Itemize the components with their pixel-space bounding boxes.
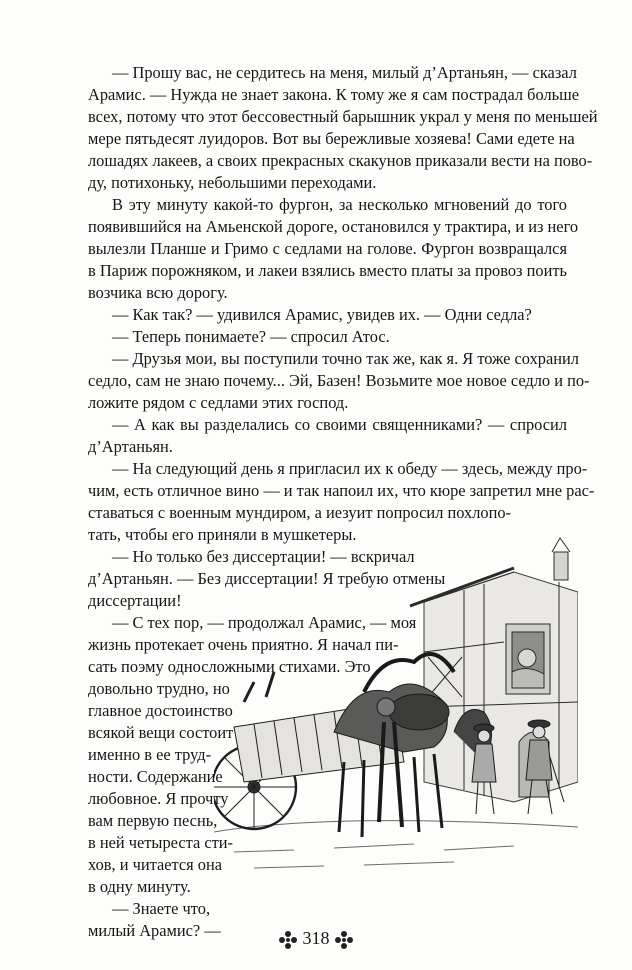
text-line: жизнь протекает очень приятно. Я начал пи- bbox=[88, 635, 399, 654]
ornament-left-icon bbox=[278, 930, 298, 950]
text-line: диссертации! bbox=[88, 591, 182, 610]
text-line: — Как так? — удивился Арамис, увидев их. — Одни седла? bbox=[112, 305, 532, 324]
text-line: — А как вы разделались со своими священниками? — спросил bbox=[112, 415, 567, 434]
text-line: — На следующий день я пригласил их к обеду — здесь, между про- bbox=[112, 459, 588, 478]
text-line: лошадях лакеев, а своих прекрасных скакунов приказали вести на пово- bbox=[88, 151, 593, 170]
text-line: — Знаете что, bbox=[112, 899, 211, 918]
text-line: ности. Содержание bbox=[88, 767, 223, 786]
text-line: появившийся на Амьенской дороге, остановился у трактира, и из него bbox=[88, 217, 579, 236]
text-line: — Друзья мои, вы поступили точно так же, как я. Я тоже сохранил bbox=[112, 349, 579, 368]
text-line: — Прошу вас, не сердитесь на меня, милый д’Артаньян, — сказал bbox=[112, 63, 577, 82]
text-line: седло, сам не знаю почему... Эй, Базен! Возьмите мое новое седло и по- bbox=[88, 371, 590, 390]
text-line: — Но только без диссертации! — вскричал bbox=[112, 547, 415, 566]
text-line: мере пятьдесят луидоров. Вот вы бережливые хозяева! Сами едете на bbox=[88, 129, 575, 148]
text-line: В эту минуту какой-то фургон, за несколько мгновений до того bbox=[112, 195, 567, 214]
text-line: д’Артаньян. — Без диссертации! Я требую отмены bbox=[88, 569, 446, 588]
page-number-text: 318 bbox=[302, 928, 330, 948]
text-line: именно в ее труд- bbox=[88, 745, 212, 764]
text-line: в одну минуту. bbox=[88, 877, 191, 896]
text-line: милый Арамис? — bbox=[88, 921, 221, 940]
text-line: сать поэму односложными стихами. Это bbox=[88, 657, 371, 676]
text-line: вам первую песнь, bbox=[88, 811, 218, 830]
text-line: чим, есть отличное вино — и так напоил их, что кюре запретил мне рас- bbox=[88, 481, 595, 500]
text-line: ложите рядом с седлами этих господ. bbox=[88, 393, 349, 412]
text-line: в ней четыреста сти- bbox=[88, 833, 234, 852]
text-line: д’Артаньян. bbox=[88, 437, 173, 456]
text-line: вылезли Планше и Гримо с седлами на голове. Фургон возвращался bbox=[88, 239, 567, 258]
text-line: Арамис. — Нужда не знает закона. К тому же я сам пострадал больше bbox=[88, 85, 580, 104]
text-line: — Теперь понимаете? — спросил Атос. bbox=[112, 327, 390, 346]
text-line: — С тех пор, — продолжал Арамис, — моя bbox=[112, 613, 417, 632]
engraving-illustration bbox=[214, 532, 578, 880]
text-line: довольно трудно, но bbox=[88, 679, 230, 698]
ground bbox=[214, 821, 578, 868]
text-line: в Париж порожняком, и лакеи взялись вместо платы за провоз поить bbox=[88, 261, 567, 280]
text-line: всякой вещи состоит bbox=[88, 723, 234, 742]
text-line: главное достоинство bbox=[88, 701, 233, 720]
text-line: ставаться с военным мундиром, а иезуит попросил похлопо- bbox=[88, 503, 512, 522]
text-line: любовное. Я прочту bbox=[88, 789, 229, 808]
text-line: всех, потому что этот бессовестный барышник украл у меня по меньшей bbox=[88, 107, 598, 126]
text-line: возчика всю дорогу. bbox=[88, 283, 228, 302]
ornament-right-icon bbox=[334, 930, 354, 950]
text-line: ду, потихоньку, небольшими переходами. bbox=[88, 173, 377, 192]
text-line: тать, чтобы его приняли в мушкетеры. bbox=[88, 525, 357, 544]
text-line: хов, и читается она bbox=[88, 855, 223, 874]
